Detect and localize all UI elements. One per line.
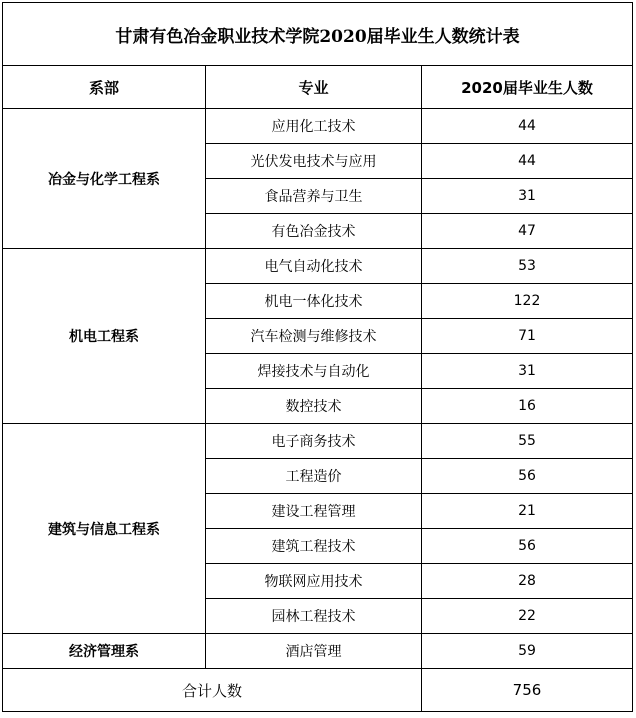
title-row bbox=[3, 3, 633, 66]
major-cell: 机电一体化技术 bbox=[206, 284, 422, 319]
count-cell: 31 bbox=[422, 354, 633, 389]
major-cell: 焊接技术与自动化 bbox=[206, 354, 422, 389]
count-cell: 59 bbox=[422, 634, 633, 669]
major-cell: 园林工程技术 bbox=[206, 599, 422, 634]
major-cell: 有色冶金技术 bbox=[206, 214, 422, 249]
table-body bbox=[3, 3, 633, 712]
count-cell: 56 bbox=[422, 529, 633, 564]
total-label: 合计人数 bbox=[3, 669, 422, 712]
table-row bbox=[3, 109, 633, 144]
total-row bbox=[3, 669, 633, 712]
total-count: 756 bbox=[422, 669, 633, 712]
header-row bbox=[3, 66, 633, 109]
table-row bbox=[3, 249, 633, 284]
department-cell: 经济管理系 bbox=[3, 634, 206, 669]
count-cell: 56 bbox=[422, 459, 633, 494]
count-cell: 71 bbox=[422, 319, 633, 354]
table-title: 甘肃有色冶金职业技术学院2020届毕业生人数统计表 bbox=[3, 3, 633, 66]
major-cell: 数控技术 bbox=[206, 389, 422, 424]
count-cell: 55 bbox=[422, 424, 633, 459]
count-cell: 28 bbox=[422, 564, 633, 599]
major-cell: 物联网应用技术 bbox=[206, 564, 422, 599]
count-cell: 44 bbox=[422, 144, 633, 179]
major-cell: 食品营养与卫生 bbox=[206, 179, 422, 214]
count-cell: 31 bbox=[422, 179, 633, 214]
major-cell: 电气自动化技术 bbox=[206, 249, 422, 284]
count-cell: 122 bbox=[422, 284, 633, 319]
major-cell: 汽车检测与维修技术 bbox=[206, 319, 422, 354]
header-graduates: 2020届毕业生人数 bbox=[422, 66, 633, 109]
major-cell: 建设工程管理 bbox=[206, 494, 422, 529]
count-cell: 21 bbox=[422, 494, 633, 529]
graduates-table bbox=[2, 2, 633, 712]
header-department: 系部 bbox=[3, 66, 206, 109]
major-cell: 建筑工程技术 bbox=[206, 529, 422, 564]
count-cell: 53 bbox=[422, 249, 633, 284]
count-cell: 47 bbox=[422, 214, 633, 249]
major-cell: 应用化工技术 bbox=[206, 109, 422, 144]
major-cell: 酒店管理 bbox=[206, 634, 422, 669]
department-cell: 冶金与化学工程系 bbox=[3, 109, 206, 249]
count-cell: 16 bbox=[422, 389, 633, 424]
table-row bbox=[3, 424, 633, 459]
department-cell: 建筑与信息工程系 bbox=[3, 424, 206, 634]
major-cell: 工程造价 bbox=[206, 459, 422, 494]
count-cell: 44 bbox=[422, 109, 633, 144]
department-cell: 机电工程系 bbox=[3, 249, 206, 424]
header-major: 专业 bbox=[206, 66, 422, 109]
major-cell: 电子商务技术 bbox=[206, 424, 422, 459]
table-row bbox=[3, 634, 633, 669]
count-cell: 22 bbox=[422, 599, 633, 634]
major-cell: 光伏发电技术与应用 bbox=[206, 144, 422, 179]
